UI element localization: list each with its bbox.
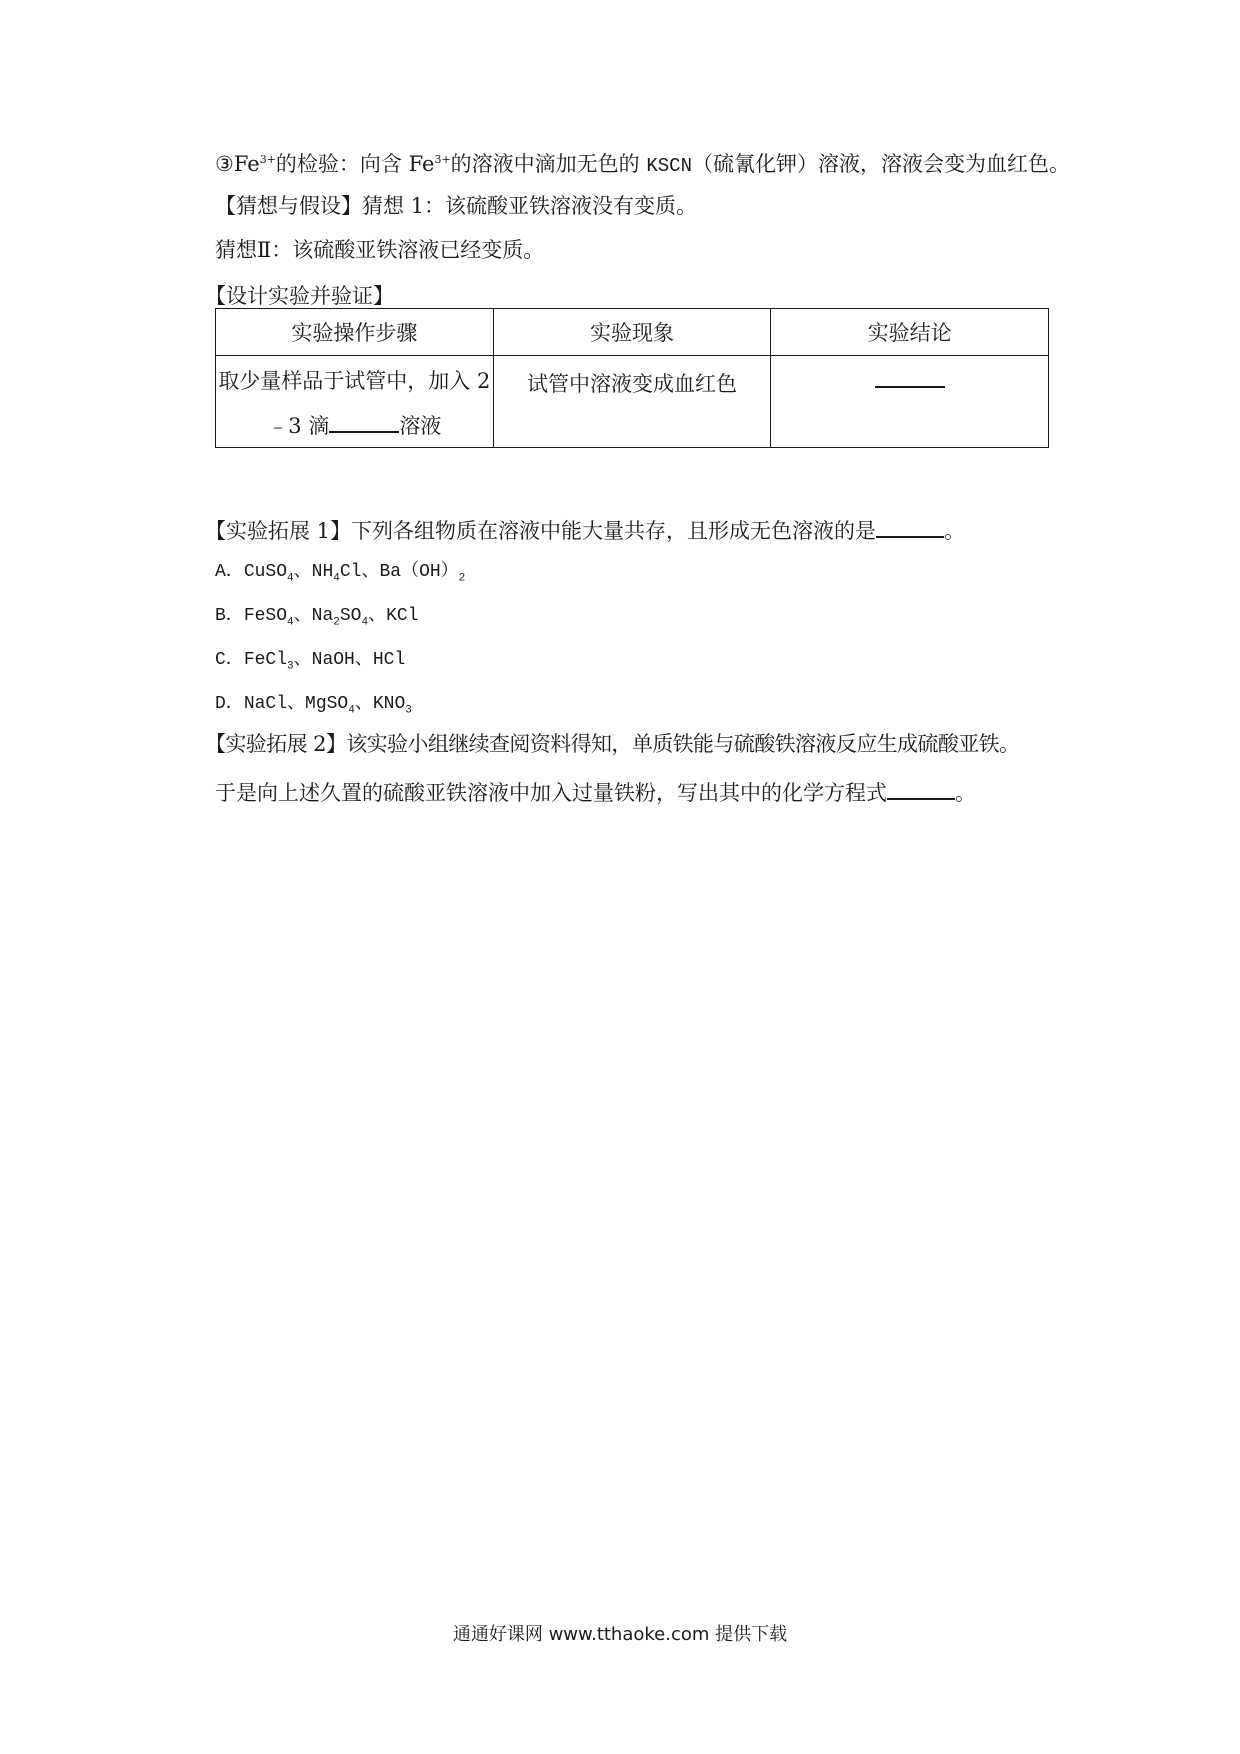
ext2-line-2 — [215, 776, 976, 807]
step-line-1: 取少量样品于试管中，加入 2 — [218, 369, 491, 393]
experiment-table — [215, 308, 1049, 448]
formula-text: 、 — [293, 606, 312, 626]
equation-blank[interactable] — [887, 776, 955, 800]
design-title: 【设计实验并验证】 — [205, 284, 394, 308]
formula-part: CuSO — [243, 562, 288, 582]
ext2-end: 。 — [955, 781, 976, 805]
formula-part: SO — [339, 606, 362, 626]
formula-text: 、KCl — [368, 606, 419, 626]
formula-part: Na — [311, 606, 334, 626]
formula-subscript: 4 — [287, 572, 294, 585]
option-item — [215, 646, 405, 674]
formula-part: NH — [311, 562, 334, 582]
formula-subscript: 3 — [287, 660, 294, 673]
ext1-answer-blank[interactable] — [876, 514, 944, 538]
step-prefix: ﹣3 滴 — [267, 414, 330, 438]
formula-subscript: 3 — [405, 704, 412, 717]
circled-number: ③ — [215, 152, 234, 176]
hypothesis-line-2: 猜想Ⅱ：该硫酸亚铁溶液已经变质。 — [215, 238, 545, 262]
reagent-blank[interactable] — [329, 409, 399, 433]
formula-part: KNO — [372, 694, 406, 714]
hypothesis-line-1: 【猜想与假设】猜想 1：该硫酸亚铁溶液没有变质。 — [215, 194, 698, 218]
ion-charge: 3+ — [259, 153, 276, 166]
formula-subscript: 2 — [333, 616, 340, 629]
option-item — [215, 558, 465, 586]
intro-text-2: 的溶液中滴加无色的 — [450, 152, 647, 176]
ext2-line-1: 【实验拓展 2】该实验小组继续查阅资料得知，单质铁能与硫酸铁溶液反应生成硫酸亚铁。 — [205, 732, 1020, 756]
ext1-question: 【实验拓展 1】下列各组物质在溶液中能大量共存，且形成无色溶液的是 — [205, 519, 877, 543]
ext1-end: 。 — [944, 519, 966, 543]
formula-text: 、 — [354, 694, 373, 714]
fe-symbol: Fe — [233, 152, 260, 176]
formula-subscript: 2 — [458, 572, 466, 585]
fe3-test-line — [215, 150, 1070, 180]
conclusion-blank[interactable] — [875, 364, 945, 388]
option-item — [215, 690, 412, 718]
header-conclusion: 实验结论 — [771, 309, 1049, 356]
table-row — [216, 356, 1049, 448]
cell-steps — [216, 356, 494, 448]
kscn-formula: KSCN — [646, 155, 692, 177]
cell-phenomenon: 试管中溶液变成血红色 — [493, 356, 771, 448]
formula-text: NaCl、 — [243, 694, 306, 714]
option-label: C． — [215, 650, 244, 670]
option-label: A． — [215, 562, 244, 582]
formula-text: 、 — [293, 562, 312, 582]
option-label: B． — [215, 606, 244, 626]
formula-subscript: 4 — [348, 704, 355, 717]
formula-subscript: 4 — [361, 616, 369, 629]
intro-text-3: （硫氰化钾）溶液，溶液会变为血红色。 — [691, 152, 1070, 176]
ion-charge: 3+ — [434, 153, 451, 166]
cell-conclusion — [771, 356, 1049, 448]
footer-credit: 通通好课网 www.tthaoke.com 提供下载 — [452, 1624, 788, 1645]
formula-text: Cl、Ba（OH） — [339, 562, 459, 582]
table-header-row — [216, 309, 1049, 356]
option-item — [215, 602, 418, 630]
formula-part: MgSO — [305, 694, 349, 714]
step-line-2 — [216, 409, 493, 441]
formula-subscript: 4 — [287, 616, 294, 629]
ext1-stem — [205, 514, 965, 545]
formula-part: FeCl — [243, 650, 288, 670]
step-suffix: 溶液 — [399, 414, 442, 438]
formula-text: 、NaOH、HCl — [293, 650, 406, 670]
formula-subscript: 4 — [333, 572, 340, 585]
formula-part: FeSO — [243, 606, 288, 626]
fe-symbol: Fe — [408, 152, 435, 176]
option-label: D． — [215, 694, 244, 714]
header-phenomenon: 实验现象 — [493, 309, 771, 356]
intro-text-1: 的检验：向含 — [275, 152, 409, 176]
header-steps: 实验操作步骤 — [216, 309, 494, 356]
ext2-question: 于是向上述久置的硫酸亚铁溶液中加入过量铁粉，写出其中的化学方程式 — [215, 781, 887, 805]
